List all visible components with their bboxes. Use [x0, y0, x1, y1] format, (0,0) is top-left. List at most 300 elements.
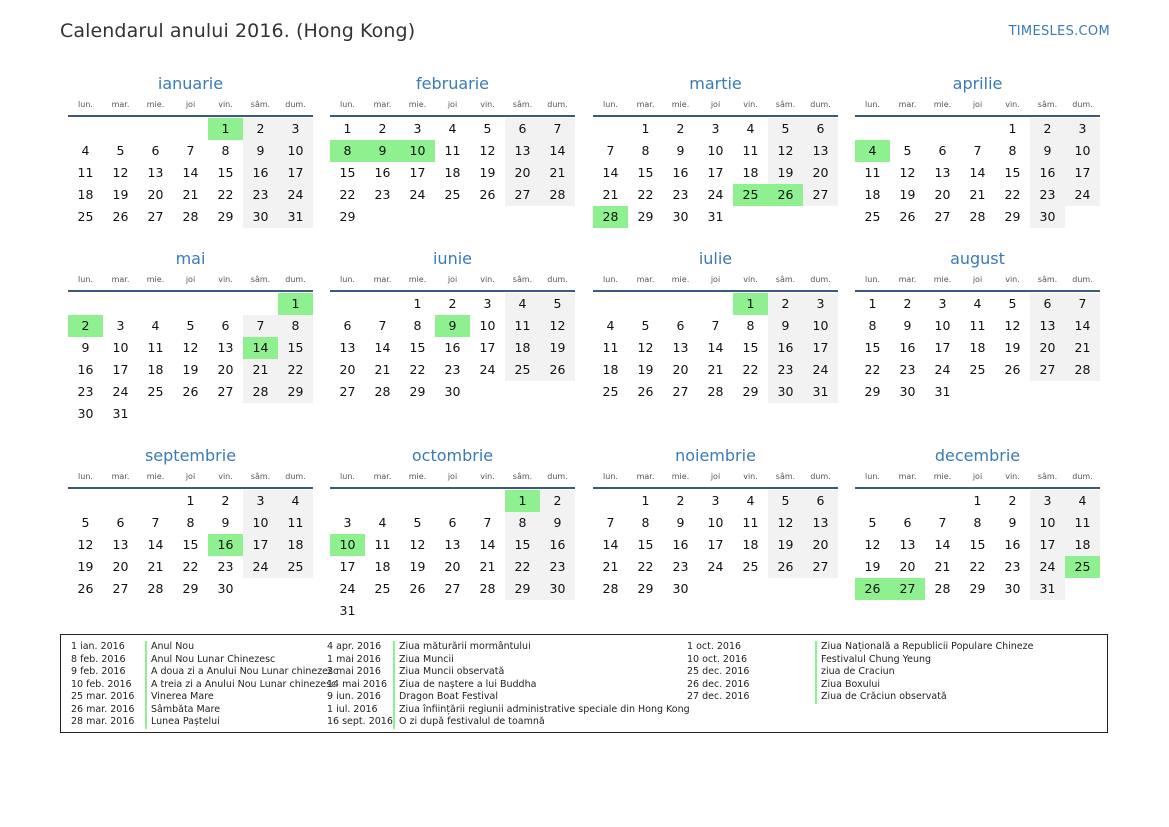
- day-cell: 25: [147, 384, 164, 399]
- holiday-day-cell: 16: [208, 534, 243, 556]
- day-cell: 26: [1004, 362, 1021, 377]
- day-cell: 27: [672, 384, 689, 399]
- holiday-date: 1 oct. 2016: [687, 641, 742, 652]
- month-mai: [68, 248, 313, 425]
- days-grid: [593, 293, 838, 403]
- weekday-label: lun.: [340, 275, 355, 284]
- header-rule: [330, 290, 575, 292]
- day-cell: 27: [217, 384, 234, 399]
- weekday-label: mie.: [933, 275, 952, 284]
- day-cell: 28: [707, 384, 724, 399]
- day-cell: 4: [81, 143, 90, 158]
- day-cell: 18: [77, 187, 94, 202]
- day-cell: 15: [278, 337, 313, 359]
- header-rule: [68, 115, 313, 117]
- day-cell: 12: [540, 315, 575, 337]
- day-cell: 22: [637, 187, 654, 202]
- day-cell: 11: [969, 318, 986, 333]
- day-cell: 30: [217, 581, 234, 596]
- day-cell: 20: [444, 559, 461, 574]
- holiday-name: Ziua Boxului: [815, 679, 880, 692]
- day-cell: 20: [217, 362, 234, 377]
- empty-cell: [365, 293, 400, 315]
- weekday-label: mie.: [933, 472, 952, 481]
- day-cell: 29: [339, 209, 356, 224]
- day-cell: 21: [1065, 337, 1100, 359]
- day-cell: 1: [868, 296, 877, 311]
- day-cell: 15: [409, 340, 426, 355]
- day-cell: 4: [746, 121, 755, 136]
- day-cell: 9: [540, 512, 575, 534]
- day-cell: 21: [707, 362, 724, 377]
- empty-cell: [663, 293, 698, 315]
- day-cell: 8: [186, 515, 195, 530]
- day-cell: 3: [413, 121, 422, 136]
- holiday-date: 28 mar. 2016: [71, 716, 135, 727]
- day-cell: 2: [243, 118, 278, 140]
- weekday-header: [330, 469, 575, 485]
- holiday-day-cell: 10: [400, 140, 435, 162]
- days-grid: [855, 490, 1100, 600]
- empty-cell: [330, 293, 365, 315]
- weekday-label: sâm.: [250, 100, 271, 109]
- weekday-header: [68, 97, 313, 113]
- holiday-date: 10 feb. 2016: [71, 678, 132, 690]
- empty-cell: [960, 118, 995, 140]
- days-grid: [330, 490, 575, 622]
- weekday-label: lun.: [603, 472, 618, 481]
- empty-cell: [173, 293, 208, 315]
- holiday-name: A treia zi a Anului Nou Lunar chinezesc: [145, 679, 336, 692]
- day-cell: 15: [864, 340, 881, 355]
- holiday-day-cell: 14: [243, 337, 278, 359]
- day-cell: 27: [444, 581, 461, 596]
- month-martie: [593, 73, 838, 228]
- month-name: septembrie: [144, 446, 237, 465]
- weekday-label: sâm.: [250, 472, 271, 481]
- day-cell: 13: [899, 537, 916, 552]
- day-cell: 29: [742, 384, 759, 399]
- month-iulie: [593, 248, 838, 403]
- day-cell: 5: [768, 490, 803, 512]
- holiday-entry: [687, 641, 1034, 654]
- day-cell: 3: [711, 493, 720, 508]
- day-cell: 30: [768, 381, 803, 403]
- weekday-label: mar.: [373, 275, 392, 284]
- empty-cell: [103, 490, 138, 512]
- month-name: ianuarie: [157, 74, 224, 93]
- day-cell: 11: [505, 315, 540, 337]
- day-cell: 31: [1030, 578, 1065, 600]
- holiday-entry: [71, 703, 221, 717]
- day-cell: 29: [278, 381, 313, 403]
- weekday-label: mie.: [933, 100, 952, 109]
- day-cell: 18: [602, 362, 619, 377]
- holiday-date: 8 feb. 2016: [71, 653, 126, 665]
- empty-cell: [593, 118, 628, 140]
- day-cell: 15: [742, 340, 759, 355]
- day-cell: 9: [1030, 140, 1065, 162]
- day-cell: 11: [278, 512, 313, 534]
- weekday-label: vin.: [218, 100, 233, 109]
- holiday-name: Anul Nou: [145, 641, 194, 654]
- empty-cell: [435, 490, 470, 512]
- weekday-label: vin.: [480, 472, 495, 481]
- holiday-name: Vinerea Mare: [145, 691, 214, 704]
- weekday-label: joi: [447, 275, 458, 284]
- day-cell: 19: [768, 534, 803, 556]
- day-cell: 12: [182, 340, 199, 355]
- weekday-label: mar.: [636, 100, 655, 109]
- day-cell: 18: [374, 559, 391, 574]
- day-cell: 27: [505, 184, 540, 206]
- holiday-entry: [687, 678, 880, 692]
- day-cell: 1: [973, 493, 982, 508]
- day-cell: 23: [672, 559, 689, 574]
- day-cell: 31: [707, 209, 724, 224]
- day-cell: 7: [243, 315, 278, 337]
- header-rule: [855, 290, 1100, 292]
- holiday-date: 25 mar. 2016: [71, 691, 135, 702]
- day-cell: 7: [186, 143, 195, 158]
- weekday-label: mie.: [146, 275, 165, 284]
- day-cell: 16: [444, 340, 461, 355]
- day-cell: 3: [938, 296, 947, 311]
- day-cell: 17: [934, 340, 951, 355]
- day-cell: 16: [768, 337, 803, 359]
- day-cell: 27: [339, 384, 356, 399]
- weekday-header: [855, 97, 1100, 113]
- day-cell: 28: [934, 581, 951, 596]
- day-cell: 2: [903, 296, 912, 311]
- day-cell: 18: [147, 362, 164, 377]
- weekday-label: lun.: [78, 100, 93, 109]
- day-cell: 21: [374, 362, 391, 377]
- day-cell: 17: [243, 534, 278, 556]
- day-cell: 27: [147, 209, 164, 224]
- weekday-label: vin.: [743, 100, 758, 109]
- weekday-label: mie.: [408, 100, 427, 109]
- day-cell: 26: [768, 556, 803, 578]
- day-cell: 6: [221, 318, 230, 333]
- day-cell: 24: [243, 556, 278, 578]
- day-cell: 15: [637, 165, 654, 180]
- day-cell: 2: [378, 121, 387, 136]
- day-cell: 30: [1030, 206, 1065, 228]
- day-cell: 18: [444, 165, 461, 180]
- day-cell: 17: [409, 165, 426, 180]
- day-cell: 14: [479, 537, 496, 552]
- day-cell: 22: [637, 559, 654, 574]
- holiday-date: 26 mar. 2016: [71, 703, 135, 715]
- holiday-name: Ziua Națională a Republicii Populare Chineze: [815, 641, 1033, 654]
- empty-cell: [138, 118, 173, 140]
- day-cell: 25: [77, 209, 94, 224]
- day-cell: 7: [1065, 293, 1100, 315]
- weekday-label: sâm.: [775, 275, 796, 284]
- day-cell: 20: [112, 559, 129, 574]
- weekday-label: dum.: [1072, 100, 1093, 109]
- day-cell: 26: [112, 209, 129, 224]
- day-cell: 27: [934, 209, 951, 224]
- holiday-entry: [327, 641, 531, 654]
- day-cell: 30: [672, 581, 689, 596]
- day-cell: 4: [278, 490, 313, 512]
- day-cell: 9: [903, 318, 912, 333]
- day-cell: 3: [1030, 490, 1065, 512]
- day-cell: 13: [672, 340, 689, 355]
- empty-cell: [68, 293, 103, 315]
- holiday-entry: [687, 666, 895, 679]
- day-cell: 15: [339, 165, 356, 180]
- weekday-label: mie.: [146, 472, 165, 481]
- day-cell: 9: [676, 515, 685, 530]
- day-cell: 15: [505, 534, 540, 556]
- day-cell: 31: [803, 381, 838, 403]
- day-cell: 25: [742, 559, 759, 574]
- day-cell: 27: [112, 581, 129, 596]
- empty-cell: [68, 118, 103, 140]
- month-septembrie: [68, 445, 313, 600]
- weekday-label: joi: [710, 472, 721, 481]
- day-cell: 5: [413, 515, 422, 530]
- day-cell: 28: [969, 209, 986, 224]
- day-cell: 18: [969, 340, 986, 355]
- day-cell: 16: [672, 537, 689, 552]
- weekday-label: sâm.: [512, 275, 533, 284]
- day-cell: 19: [637, 362, 654, 377]
- day-cell: 25: [602, 384, 619, 399]
- holiday-name: A doua zi a Anului Nou Lunar chinezesc: [145, 666, 338, 679]
- weekday-label: sâm.: [512, 472, 533, 481]
- day-cell: 2: [221, 493, 230, 508]
- day-cell: 22: [182, 559, 199, 574]
- day-cell: 12: [409, 537, 426, 552]
- day-cell: 5: [483, 121, 492, 136]
- day-cell: 18: [864, 187, 881, 202]
- day-cell: 26: [479, 187, 496, 202]
- day-cell: 30: [444, 384, 461, 399]
- day-cell: 27: [1030, 359, 1065, 381]
- day-cell: 12: [112, 165, 129, 180]
- day-cell: 22: [339, 187, 356, 202]
- day-cell: 10: [707, 143, 724, 158]
- day-cell: 16: [672, 165, 689, 180]
- day-cell: 8: [641, 515, 650, 530]
- weekday-label: joi: [710, 100, 721, 109]
- month-name: decembrie: [934, 446, 1021, 465]
- holiday-date: 27 dec. 2016: [687, 691, 750, 702]
- day-cell: 1: [186, 493, 195, 508]
- day-cell: 24: [707, 187, 724, 202]
- holiday-date: 26 dec. 2016: [687, 678, 750, 690]
- empty-cell: [890, 490, 925, 512]
- day-cell: 12: [637, 340, 654, 355]
- day-cell: 18: [742, 537, 759, 552]
- day-cell: 9: [81, 340, 90, 355]
- day-cell: 15: [182, 537, 199, 552]
- holiday-column: [327, 641, 690, 729]
- month-decembrie: [855, 445, 1100, 600]
- empty-cell: [208, 293, 243, 315]
- weekday-label: vin.: [743, 472, 758, 481]
- day-cell: 3: [343, 515, 352, 530]
- weekday-label: mie.: [671, 472, 690, 481]
- day-cell: 17: [1065, 162, 1100, 184]
- weekday-label: sâm.: [1037, 275, 1058, 284]
- holiday-date: 2 mai 2016: [327, 666, 381, 677]
- day-cell: 13: [803, 512, 838, 534]
- holiday-day-cell: 28: [593, 206, 628, 228]
- weekday-label: lun.: [340, 472, 355, 481]
- weekday-label: mar.: [373, 472, 392, 481]
- day-cell: 1: [1008, 121, 1017, 136]
- day-cell: 15: [969, 537, 986, 552]
- weekday-header: [68, 272, 313, 288]
- day-cell: 6: [903, 515, 912, 530]
- day-cell: 12: [768, 140, 803, 162]
- brand-link[interactable]: TIMESLES.COM: [1008, 24, 1110, 39]
- weekday-label: mar.: [898, 275, 917, 284]
- day-cell: 6: [343, 318, 352, 333]
- holiday-entry: [71, 666, 339, 679]
- weekday-label: mar.: [373, 100, 392, 109]
- holiday-date: 9 feb. 2016: [71, 666, 126, 677]
- day-cell: 31: [339, 603, 356, 618]
- day-cell: 5: [1008, 296, 1017, 311]
- empty-cell: [593, 293, 628, 315]
- day-cell: 7: [711, 318, 720, 333]
- holiday-entry: [327, 716, 545, 729]
- empty-cell: [365, 490, 400, 512]
- day-cell: 17: [803, 337, 838, 359]
- day-cell: 23: [77, 384, 94, 399]
- holiday-entry: [71, 691, 214, 704]
- holiday-column: [71, 641, 339, 729]
- days-grid: [330, 118, 575, 228]
- header-rule: [68, 487, 313, 489]
- weekday-label: joi: [185, 100, 196, 109]
- day-cell: 26: [899, 209, 916, 224]
- day-cell: 19: [540, 337, 575, 359]
- month-noiembrie: [593, 445, 838, 600]
- day-cell: 30: [1004, 581, 1021, 596]
- day-cell: 28: [182, 209, 199, 224]
- day-cell: 30: [243, 206, 278, 228]
- empty-cell: [103, 293, 138, 315]
- day-cell: 5: [186, 318, 195, 333]
- holiday-name: Dragon Boat Festival: [393, 691, 498, 704]
- day-cell: 27: [803, 184, 838, 206]
- day-cell: 20: [899, 559, 916, 574]
- day-cell: 12: [864, 537, 881, 552]
- day-cell: 9: [243, 140, 278, 162]
- empty-cell: [400, 490, 435, 512]
- day-cell: 26: [637, 384, 654, 399]
- weekday-label: mar.: [636, 275, 655, 284]
- day-cell: 9: [221, 515, 230, 530]
- weekday-label: dum.: [547, 100, 568, 109]
- day-cell: 19: [1004, 340, 1021, 355]
- day-cell: 6: [803, 118, 838, 140]
- day-cell: 10: [278, 140, 313, 162]
- day-cell: 24: [479, 362, 496, 377]
- empty-cell: [593, 490, 628, 512]
- day-cell: 10: [1065, 140, 1100, 162]
- day-cell: 12: [899, 165, 916, 180]
- header-rule: [593, 115, 838, 117]
- day-cell: 21: [243, 359, 278, 381]
- day-cell: 25: [374, 581, 391, 596]
- empty-cell: [103, 118, 138, 140]
- month-name: iunie: [432, 249, 472, 268]
- day-cell: 11: [1065, 512, 1100, 534]
- weekday-label: sâm.: [775, 472, 796, 481]
- day-cell: 22: [864, 362, 881, 377]
- day-cell: 17: [1030, 534, 1065, 556]
- day-cell: 19: [479, 165, 496, 180]
- day-cell: 29: [182, 581, 199, 596]
- weekday-label: lun.: [603, 275, 618, 284]
- day-cell: 24: [278, 184, 313, 206]
- empty-cell: [138, 293, 173, 315]
- day-cell: 24: [934, 362, 951, 377]
- day-cell: 6: [1030, 293, 1065, 315]
- weekday-label: vin.: [480, 100, 495, 109]
- day-cell: 28: [243, 381, 278, 403]
- weekday-label: mar.: [111, 100, 130, 109]
- holiday-day-cell: 9: [435, 315, 470, 337]
- day-cell: 5: [641, 318, 650, 333]
- day-cell: 15: [1004, 165, 1021, 180]
- holiday-name: ziua de Craciun: [815, 666, 895, 679]
- holiday-name: Lunea Paștelui: [145, 716, 220, 729]
- day-cell: 2: [540, 490, 575, 512]
- weekday-label: dum.: [547, 472, 568, 481]
- holiday-date: 16 sept. 2016: [327, 716, 393, 727]
- holiday-entry: [327, 666, 505, 679]
- weekday-label: mie.: [671, 100, 690, 109]
- day-cell: 23: [374, 187, 391, 202]
- day-cell: 2: [676, 493, 685, 508]
- day-cell: 14: [1065, 315, 1100, 337]
- day-cell: 19: [112, 187, 129, 202]
- day-cell: 7: [151, 515, 160, 530]
- day-cell: 21: [602, 187, 619, 202]
- day-cell: 6: [676, 318, 685, 333]
- day-cell: 22: [969, 559, 986, 574]
- page-title: Calendarul anului 2016. (Hong Kong): [60, 20, 416, 42]
- day-cell: 13: [505, 140, 540, 162]
- day-cell: 14: [934, 537, 951, 552]
- weekday-label: mar.: [111, 275, 130, 284]
- empty-cell: [855, 118, 890, 140]
- day-cell: 23: [217, 559, 234, 574]
- days-grid: [593, 490, 838, 600]
- day-cell: 6: [505, 118, 540, 140]
- weekday-label: joi: [710, 275, 721, 284]
- holiday-date: 25 dec. 2016: [687, 666, 750, 677]
- weekday-header: [68, 469, 313, 485]
- day-cell: 20: [672, 362, 689, 377]
- weekday-label: lun.: [865, 275, 880, 284]
- day-cell: 2: [1008, 493, 1017, 508]
- weekday-label: mie.: [408, 472, 427, 481]
- day-cell: 28: [1065, 359, 1100, 381]
- day-cell: 18: [278, 534, 313, 556]
- holiday-date: 1 ian. 2016: [71, 641, 125, 652]
- holiday-name: Anul Nou Lunar Chinezesc: [145, 654, 275, 667]
